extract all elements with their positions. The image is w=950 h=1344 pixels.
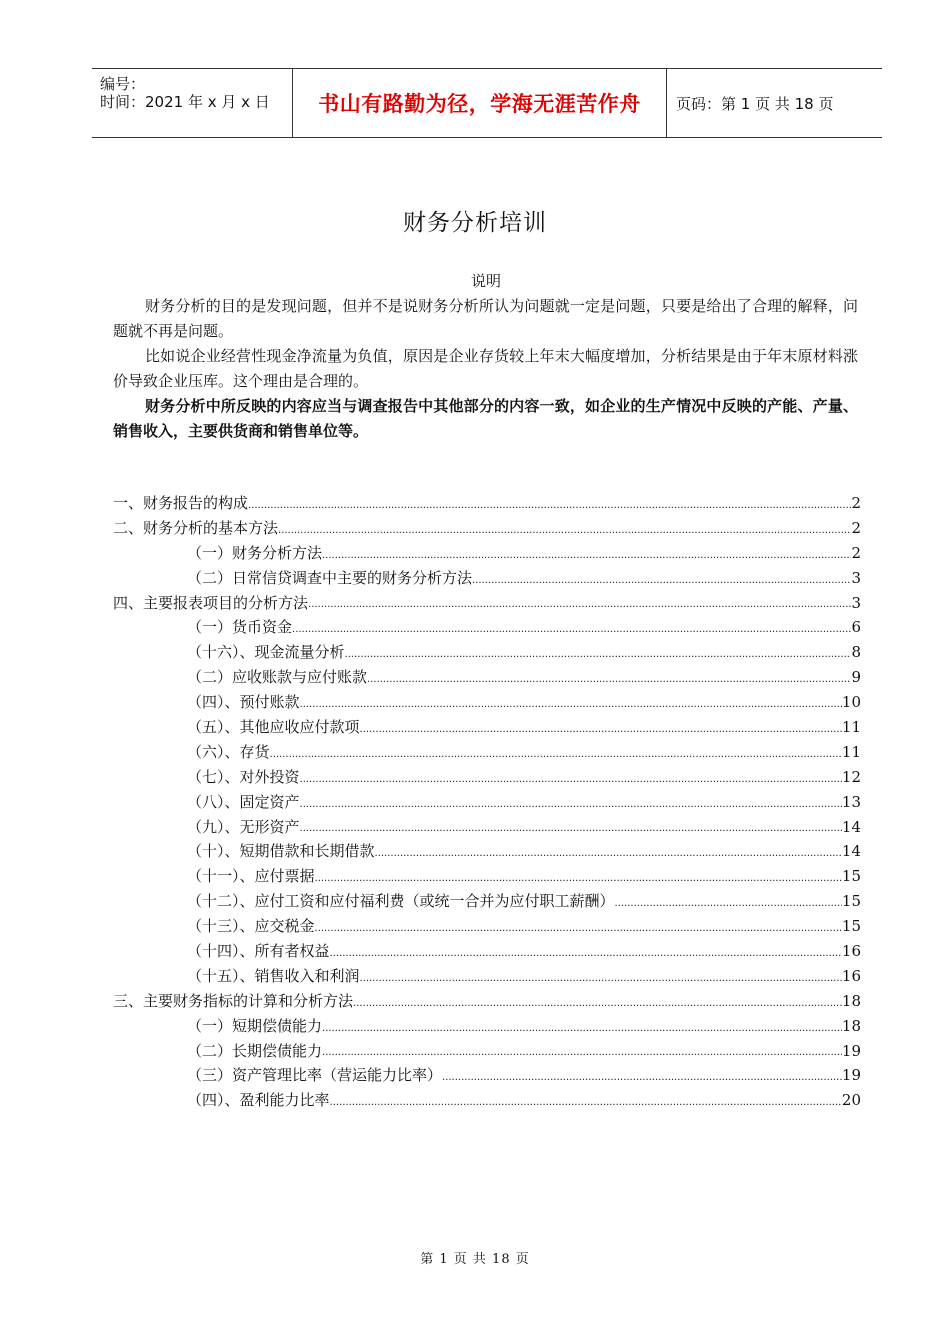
toc-leader-dots bbox=[360, 969, 842, 989]
header-motto: 书山有路勤为径，学海无涯苦作舟 bbox=[318, 92, 641, 116]
toc-entry-title: （十五）、销售收入和利润 bbox=[187, 966, 360, 985]
toc-entry[interactable] bbox=[113, 765, 861, 790]
toc-entry-title: （十二）、应付工资和应付福利费（或统一合并为应付职工薪酬） bbox=[187, 892, 615, 911]
toc-leader-dots bbox=[315, 919, 842, 939]
toc-entry[interactable] bbox=[113, 615, 861, 640]
toc-leader-dots bbox=[248, 496, 851, 516]
toc-entry-title: （三）资产管理比率（营运能力比率） bbox=[187, 1066, 443, 1085]
header-meta bbox=[92, 69, 292, 137]
toc-entry-page: 11 bbox=[841, 742, 861, 761]
toc-leader-dots bbox=[308, 595, 851, 615]
toc-entry-page: 16 bbox=[841, 942, 861, 961]
toc-leader-dots bbox=[472, 571, 851, 591]
toc-entry-title: （十四）、所有者权益 bbox=[187, 942, 330, 961]
toc-leader-dots bbox=[360, 720, 842, 740]
toc-entry-page: 12 bbox=[841, 767, 861, 786]
toc-entry[interactable] bbox=[113, 889, 861, 914]
toc-leader-dots bbox=[345, 645, 852, 665]
code-label: 编号： bbox=[100, 75, 146, 93]
toc-entry-title: （五）、其他应收应付款项 bbox=[187, 718, 360, 736]
toc-leader-dots bbox=[300, 770, 842, 790]
toc-leader-dots bbox=[615, 894, 842, 914]
toc-entry[interactable] bbox=[113, 690, 861, 715]
toc-entry[interactable] bbox=[113, 839, 861, 864]
toc-entry-title: （二）日常信贷调查中主要的财务分析方法 bbox=[187, 568, 473, 587]
toc-entry[interactable] bbox=[113, 964, 861, 989]
toc-leader-dots bbox=[330, 944, 842, 964]
toc-leader-dots bbox=[375, 844, 842, 864]
toc-entry-page: 2 bbox=[851, 543, 861, 562]
toc-entry-page: 3 bbox=[851, 593, 861, 612]
toc-entry[interactable] bbox=[113, 1039, 861, 1064]
toc-entry[interactable] bbox=[113, 1014, 861, 1039]
toc-entry[interactable] bbox=[113, 815, 861, 840]
toc-entry-page: 15 bbox=[841, 867, 861, 886]
toc-entry[interactable] bbox=[113, 591, 861, 616]
paragraph: 比如说企业经营性现金净流量为负值，原因是企业存货较上年末大幅度增加，分析结果是由于年末原材料涨价导致企业压库。这个理由是合理的。 bbox=[113, 347, 858, 390]
toc-entry-page: 14 bbox=[841, 817, 861, 836]
header-divider bbox=[666, 69, 667, 137]
toc-entry-title: 一、财务报告的构成 bbox=[113, 493, 249, 512]
toc-entry-page: 19 bbox=[841, 1041, 861, 1060]
toc-entry[interactable] bbox=[113, 665, 861, 690]
toc-leader-dots bbox=[300, 819, 842, 839]
table-of-contents bbox=[113, 491, 861, 1113]
toc-leader-dots bbox=[315, 869, 842, 889]
toc-entry-page: 20 bbox=[841, 1091, 861, 1110]
toc-entry-title: （一）货币资金 bbox=[187, 618, 293, 637]
toc-entry[interactable] bbox=[113, 914, 861, 939]
toc-leader-dots bbox=[322, 1043, 842, 1063]
toc-entry-title: （一）短期偿债能力 bbox=[187, 1016, 323, 1035]
toc-leader-dots bbox=[367, 670, 851, 690]
toc-leader-dots bbox=[300, 695, 842, 715]
toc-entry-title: （四）、预付账款 bbox=[187, 693, 300, 712]
toc-leader-dots bbox=[442, 1068, 842, 1088]
toc-entry-title: （二）长期偿债能力 bbox=[187, 1041, 323, 1060]
toc-entry[interactable] bbox=[113, 790, 861, 815]
toc-entry[interactable] bbox=[113, 491, 861, 516]
toc-entry-page: 13 bbox=[841, 792, 861, 811]
toc-entry-page: 16 bbox=[841, 966, 861, 985]
time-label: 时间：2021 年 x 月 x 日 bbox=[100, 93, 270, 111]
toc-entry[interactable] bbox=[113, 715, 861, 740]
toc-entry-title: （八）、固定资产 bbox=[187, 792, 300, 811]
paragraph: 财务分析的目的是发现问题，但并不是说财务分析所认为问题就一定是问题，只要是给出了合理的解释，问题就不再是问题。 bbox=[113, 297, 858, 340]
toc-entry-page: 18 bbox=[841, 1016, 861, 1035]
toc-entry-page: 18 bbox=[841, 991, 861, 1010]
document-title: 财务分析培训 bbox=[403, 210, 547, 236]
toc-leader-dots bbox=[300, 795, 842, 815]
toc-entry-title: （十一）、应付票据 bbox=[187, 867, 315, 886]
toc-entry[interactable] bbox=[113, 864, 861, 889]
toc-entry-title: （十三）、应交税金 bbox=[187, 917, 315, 936]
toc-entry-page: 6 bbox=[851, 618, 861, 637]
toc-leader-dots bbox=[353, 994, 842, 1014]
toc-leader-dots bbox=[278, 521, 851, 541]
toc-entry-page: 2 bbox=[851, 493, 861, 512]
paragraph-bold: 财务分析中所反映的内容应当与调查报告中其他部分的内容一致，如企业的生产情况中反映的产能、产量、销售收入，主要供货商和销售单位等。 bbox=[113, 397, 858, 440]
toc-entry-page: 11 bbox=[841, 718, 861, 736]
toc-entry-title: （七）、对外投资 bbox=[187, 767, 300, 786]
header-page-info: 页码：第 1 页 共 18 页 bbox=[676, 94, 834, 113]
toc-entry[interactable] bbox=[113, 1063, 861, 1088]
toc-entry-page: 15 bbox=[841, 917, 861, 936]
toc-entry-title: （十）、短期借款和长期借款 bbox=[187, 842, 375, 861]
toc-entry-page: 10 bbox=[841, 693, 861, 712]
toc-entry[interactable] bbox=[113, 566, 861, 591]
page-footer: 第 1 页 共 18 页 bbox=[420, 1252, 530, 1267]
toc-entry[interactable] bbox=[113, 640, 861, 665]
toc-entry-page: 9 bbox=[851, 668, 861, 687]
toc-entry-page: 8 bbox=[851, 643, 861, 662]
toc-leader-dots bbox=[322, 546, 851, 566]
toc-leader-dots bbox=[330, 1093, 842, 1113]
toc-entry-page: 15 bbox=[841, 892, 861, 911]
toc-entry-page: 2 bbox=[851, 518, 861, 537]
page-header bbox=[92, 68, 882, 138]
toc-entry[interactable] bbox=[113, 1088, 861, 1113]
toc-leader-dots bbox=[292, 620, 851, 640]
toc-entry-title: 二、财务分析的基本方法 bbox=[113, 518, 279, 537]
toc-entry[interactable] bbox=[113, 516, 861, 541]
toc-leader-dots bbox=[322, 1019, 842, 1039]
toc-entry-title: （一）财务分析方法 bbox=[187, 543, 323, 562]
toc-entry-title: 三、主要财务指标的计算和分析方法 bbox=[113, 991, 354, 1010]
toc-entry-page: 19 bbox=[841, 1066, 861, 1085]
toc-entry-title: （四）、盈利能力比率 bbox=[187, 1091, 330, 1110]
toc-entry[interactable] bbox=[113, 541, 861, 566]
toc-entry-page: 3 bbox=[851, 568, 861, 587]
toc-entry[interactable] bbox=[113, 939, 861, 964]
toc-entry[interactable] bbox=[113, 989, 861, 1014]
toc-entry-title: （六）、存货 bbox=[187, 742, 270, 761]
toc-entry[interactable] bbox=[113, 740, 861, 765]
toc-entry-title: 四、主要报表项目的分析方法 bbox=[113, 593, 309, 612]
toc-entry-title: （十六）、现金流量分析 bbox=[187, 643, 345, 662]
toc-entry-title: （九）、无形资产 bbox=[187, 817, 300, 836]
toc-entry-page: 14 bbox=[841, 842, 861, 861]
toc-leader-dots bbox=[270, 745, 842, 765]
toc-entry-title: （二）应收账款与应付账款 bbox=[187, 668, 368, 687]
section-subtitle: 说明 bbox=[470, 272, 501, 290]
